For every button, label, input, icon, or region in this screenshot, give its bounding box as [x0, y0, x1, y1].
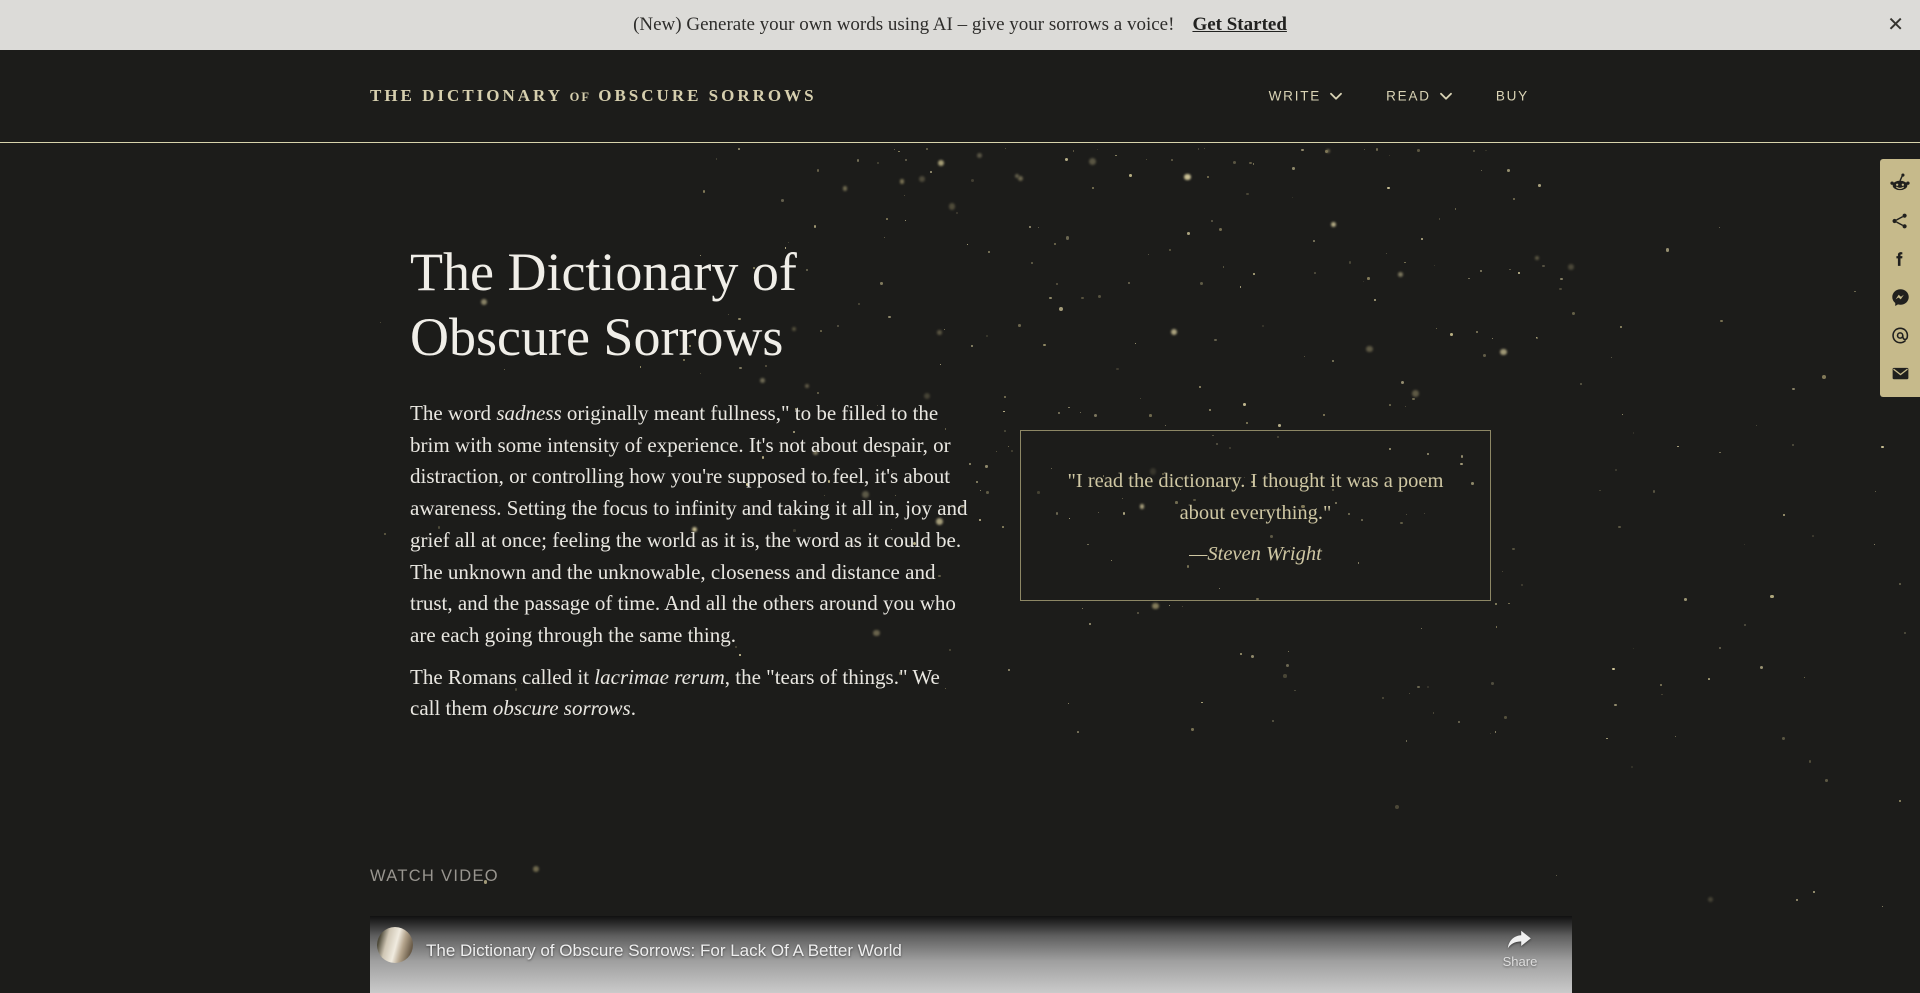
chevron-down-icon: [1330, 93, 1342, 101]
email-icon: [1890, 363, 1911, 384]
nav-write-label: WRITE: [1268, 88, 1322, 104]
logo-part1: THE DICTIONARY: [370, 86, 563, 105]
email-share-button[interactable]: [1880, 354, 1920, 392]
share-arrow-icon: [1507, 930, 1533, 950]
page-title: The Dictionary of Obscure Sorrows: [410, 242, 797, 367]
get-started-link[interactable]: Get Started: [1192, 14, 1287, 35]
channel-avatar[interactable]: [377, 927, 413, 963]
hero-paragraph-1: The word sadness originally meant fullness," to be filled to the brim with some intensity of experience. It's not about despair, or distraction, or controlling how you're supposed to feel, it's about awareness. Setting the focus to infinity and taking it all in, joy and grief all at once; feeling the world as it is, the word as it could be. The unknown and the unknowable, closeness and distance and trust, and the passage of time. And all the others around you who are each going through the same thing.: [410, 401, 968, 647]
messenger-icon: [1890, 287, 1911, 308]
nav-buy-label: BUY: [1495, 88, 1529, 104]
main-nav: [1269, 89, 1529, 104]
hero-paragraphs: [410, 398, 968, 735]
watch-video-label: WATCH VIDEO: [370, 867, 499, 885]
facebook-share-button[interactable]: [1880, 240, 1920, 278]
quote-text: "I read the dictionary. I thought it was a poem about everything.": [1067, 470, 1444, 524]
close-icon[interactable]: ✕: [1887, 14, 1904, 36]
reddit-icon: [1889, 172, 1911, 194]
announcement-banner: [0, 0, 1920, 50]
video-title[interactable]: The Dictionary of Obscure Sorrows: For Lack Of A Better World: [426, 941, 902, 960]
video-share-button[interactable]: [1496, 930, 1544, 969]
messenger-share-button[interactable]: [1880, 278, 1920, 316]
nav-item-read[interactable]: [1386, 89, 1452, 104]
quote-box: [1020, 430, 1491, 601]
video-share-label: Share: [1502, 954, 1538, 969]
nav-item-write[interactable]: [1269, 89, 1343, 104]
share-nodes-icon: [1890, 211, 1910, 231]
social-share-sidebar: [1880, 159, 1920, 397]
banner-message: (New) Generate your own words using AI – give your sorrows a voice!: [633, 14, 1175, 35]
threads-icon: [1890, 325, 1911, 346]
share-button[interactable]: [1880, 202, 1920, 240]
hero-paragraph-2: The Romans called it lacrimae rerum, the "tears of things." We call them obscure sorrows.: [410, 664, 940, 721]
threads-share-button[interactable]: [1880, 316, 1920, 354]
site-logo[interactable]: [370, 86, 817, 106]
facebook-icon: [1890, 249, 1910, 269]
reddit-share-button[interactable]: [1880, 164, 1920, 202]
nav-read-label: READ: [1386, 88, 1431, 104]
quote-attribution: —Steven Wright: [1189, 543, 1322, 565]
chevron-down-icon: [1440, 93, 1452, 101]
youtube-video-player[interactable]: [370, 916, 1572, 993]
logo-part2: OBSCURE SORROWS: [598, 86, 817, 105]
site-header: [0, 50, 1920, 143]
nav-item-buy[interactable]: [1496, 89, 1529, 104]
logo-of: OF: [569, 90, 591, 104]
